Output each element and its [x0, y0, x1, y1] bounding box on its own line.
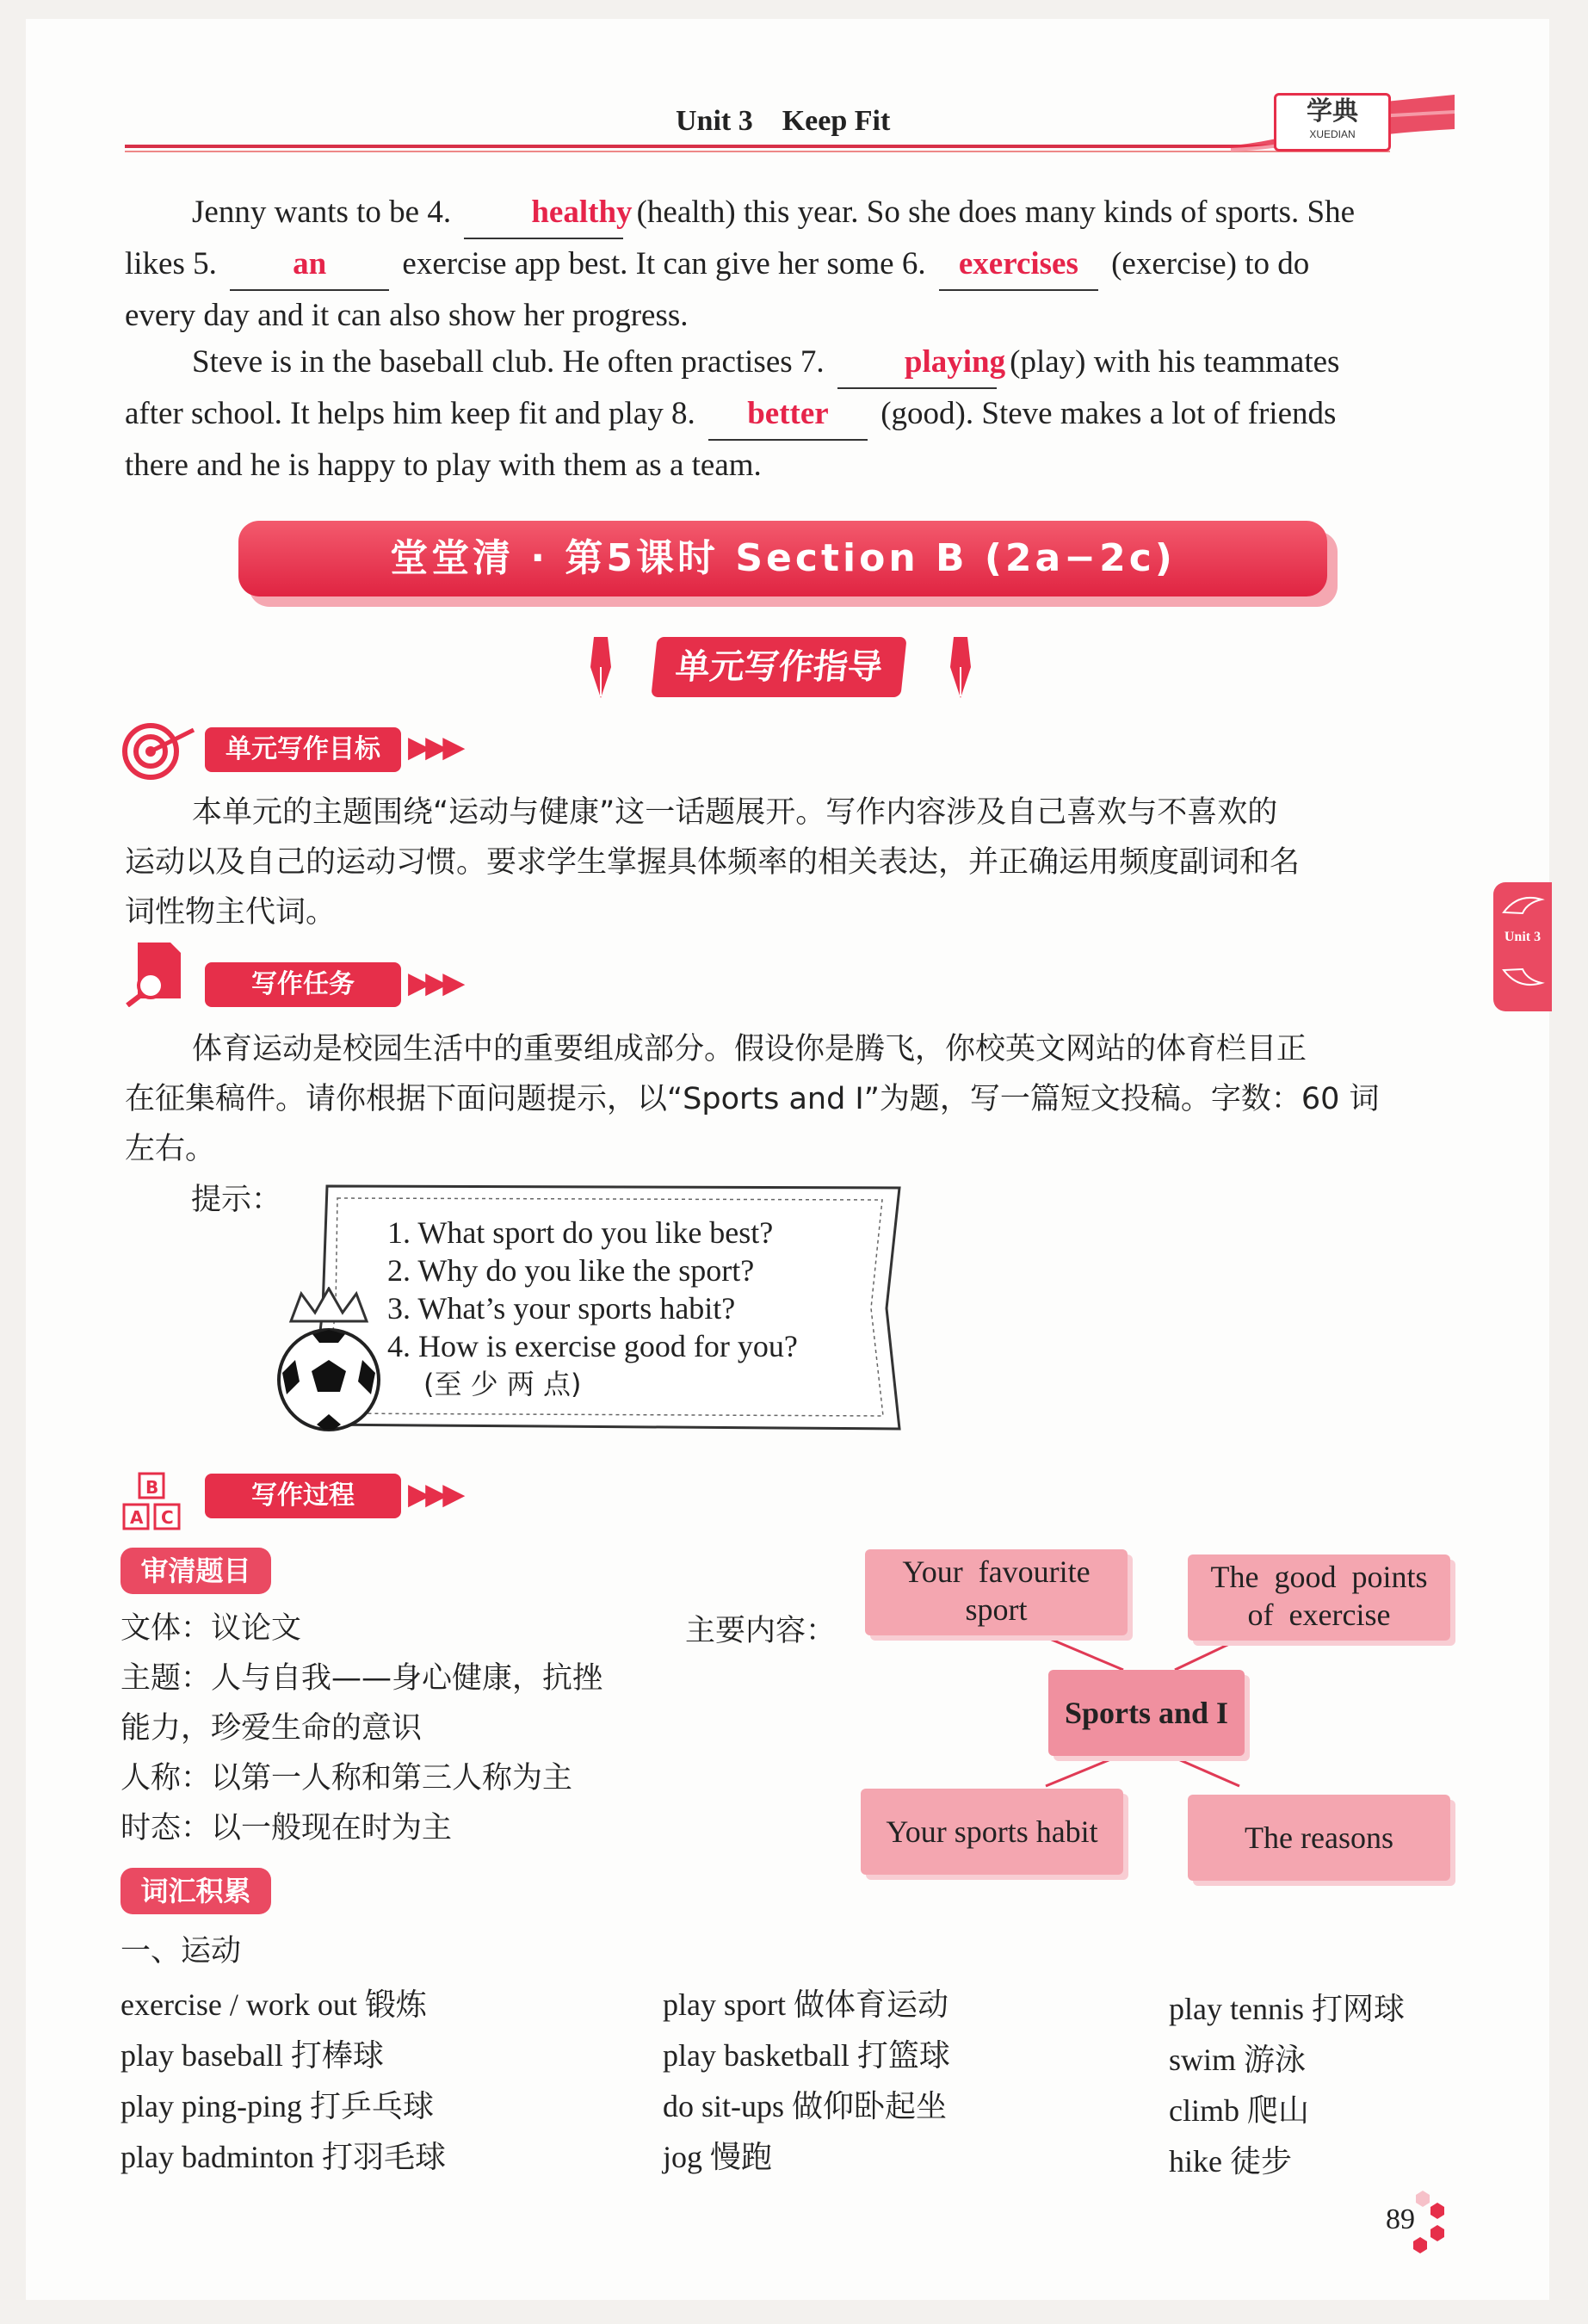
mindmap-node-favourite-sport: [865, 1549, 1128, 1635]
pen-icon: [938, 633, 981, 702]
target-icon: [120, 721, 198, 782]
text: Steve is in the baseball club. He often practises 7.: [192, 344, 825, 380]
answer-blank-5[interactable]: an: [230, 239, 389, 291]
unit-title: Unit 3 Keep Fit: [676, 105, 891, 137]
side-tab-text: Unit 3: [1504, 930, 1542, 944]
answer-blank-4[interactable]: healthy: [464, 188, 623, 239]
writing-guide-title: 单元写作指导: [651, 637, 906, 697]
mindmap-node-reasons: The reasons: [1188, 1795, 1450, 1881]
vocab-column-2: [663, 1980, 950, 2183]
answer-blank-7[interactable]: playing: [837, 337, 997, 389]
wing-icon: [1497, 891, 1548, 925]
vocab-subheading: 一、运动: [120, 1934, 242, 1969]
arrow-icons: ▶▶▶: [408, 966, 460, 1000]
text: (exercise) to do: [1111, 246, 1310, 281]
magnifier-doc-icon: [120, 938, 189, 1007]
text: every day and it can also show her progress.: [125, 298, 689, 333]
arrow-icons: ▶▶▶: [408, 1477, 460, 1511]
text: there and he is happy to play with them as a team.: [125, 448, 762, 483]
theme-text: 能力，珍爱生命的意识: [120, 1711, 423, 1746]
task-line: 左右。: [125, 1132, 216, 1166]
vocab-label: 词汇积累: [120, 1868, 271, 1914]
node-text: of exercise: [1247, 1598, 1391, 1632]
hint-list: [387, 1214, 798, 1403]
page-number: 89: [1386, 2203, 1415, 2235]
vocab-item: play tennis 打网球: [1169, 1992, 1405, 2026]
svg-text:C: C: [161, 1507, 174, 1528]
svg-text:B: B: [145, 1477, 159, 1498]
goal-line: 词性物主代词。: [125, 895, 337, 930]
theme-text: 主题：人与自我——身心健康，抗挫: [120, 1661, 603, 1696]
vocab-item: exercise / work out 锻炼: [120, 1987, 427, 2022]
text: after school. It helps him keep fit and play 8.: [125, 396, 695, 431]
goal-text: [125, 788, 1455, 937]
vocab-item: climb 爬山: [1169, 2093, 1309, 2128]
text: (play) with his teammates: [1010, 344, 1340, 380]
vocab-item: do sit-ups 做仰卧起坐: [663, 2089, 948, 2123]
pen-icon: [578, 633, 621, 702]
task-line: 体育运动是校园生活中的重要组成部分。假设你是腾飞，你校英文网站的体育栏目正: [192, 1032, 1307, 1066]
hint-item: 4. How is exercise good for you?: [387, 1329, 798, 1363]
hint-item: 2. Why do you like the sport?: [387, 1253, 755, 1288]
hint-item: 3. What’s your sports habit?: [387, 1291, 736, 1326]
vocab-item: jog 慢跑: [663, 2140, 773, 2174]
hint-label: 提示：: [191, 1183, 282, 1217]
vocab-item: play baseball 打棒球: [120, 2038, 384, 2073]
vocab-item: swim 游泳: [1169, 2043, 1307, 2077]
abc-blocks-icon: [120, 1472, 198, 1541]
vocab-item: play sport 做体育运动: [663, 1987, 948, 2022]
logo-text: 学典: [1307, 96, 1358, 127]
svg-text:A: A: [130, 1507, 144, 1528]
hint-item: 1. What sport do you like best?: [387, 1215, 774, 1250]
goal-line: 本单元的主题围绕“运动与健康”这一话题展开。写作内容涉及自己喜欢与不喜欢的: [192, 795, 1278, 830]
goal-line: 运动以及自己的运动习惯。要求学生掌握具体频率的相关表达，并正确运用频度副词和名: [125, 845, 1301, 880]
text: likes 5.: [125, 246, 217, 281]
hint-item: (至 少 两 点): [423, 1368, 582, 1400]
node-text: sport: [965, 1592, 1028, 1627]
vocab-item: play badminton 打羽毛球: [120, 2140, 446, 2174]
node-text: Your favourite: [902, 1554, 1091, 1589]
lesson-banner: 堂堂清 · 第5课时 Section B (2a−2c): [238, 521, 1327, 596]
vocab-item: play ping-ping 打乒乓球: [120, 2089, 434, 2123]
answer-blank-6[interactable]: exercises: [939, 239, 1098, 291]
logo-sub: XUEDIAN: [1309, 128, 1356, 140]
text: Jenny wants to be 4.: [192, 195, 452, 230]
text: (health) this year. So she does many kinds of sports. She: [636, 195, 1356, 230]
arrow-icons: ▶▶▶: [408, 730, 460, 764]
task-text: [125, 1024, 1455, 1174]
text: exercise app best. It can give her some 6.: [402, 246, 926, 281]
tense-text: 时态：以一般现在时为主: [120, 1811, 453, 1845]
task-line: 在征集稿件。请你根据下面问题提示，以“Sports and I”为题，写一篇短文投稿。字数：60 词: [125, 1082, 1380, 1116]
person-text: 人称：以第一人称和第三人称为主: [120, 1761, 573, 1796]
brand-logo: [1274, 93, 1391, 151]
vocab-column-3: [1169, 1984, 1405, 2187]
wing-icon: [1497, 957, 1548, 992]
task-label: 写作任务: [205, 962, 401, 1007]
process-label: 写作过程: [205, 1474, 401, 1518]
mindmap-node-good-points: [1188, 1554, 1450, 1641]
unit-side-tab: [1493, 882, 1552, 1011]
exercise-paragraph-2: [125, 337, 1450, 491]
goal-label: 单元写作目标: [205, 727, 401, 772]
text: (good). Steve makes a lot of friends: [881, 396, 1337, 431]
node-text: The good points: [1210, 1560, 1428, 1594]
review-details: [120, 1604, 671, 1853]
vocab-item: play basketball 打篮球: [663, 2038, 950, 2073]
vocab-item: hike 徒步: [1169, 2144, 1292, 2179]
soccer-ball-icon: [274, 1287, 386, 1442]
exercise-paragraph-1: [125, 188, 1450, 341]
mindmap-node-sports-habit: Your sports habit: [861, 1789, 1123, 1875]
review-label: 审清题目: [120, 1548, 271, 1594]
main-content-label: 主要内容：: [685, 1614, 837, 1648]
vocab-column-1: [120, 1980, 446, 2183]
answer-blank-8[interactable]: better: [708, 389, 868, 441]
mindmap-center-node: Sports and I: [1048, 1670, 1245, 1756]
genre-text: 文体：议论文: [120, 1611, 302, 1646]
